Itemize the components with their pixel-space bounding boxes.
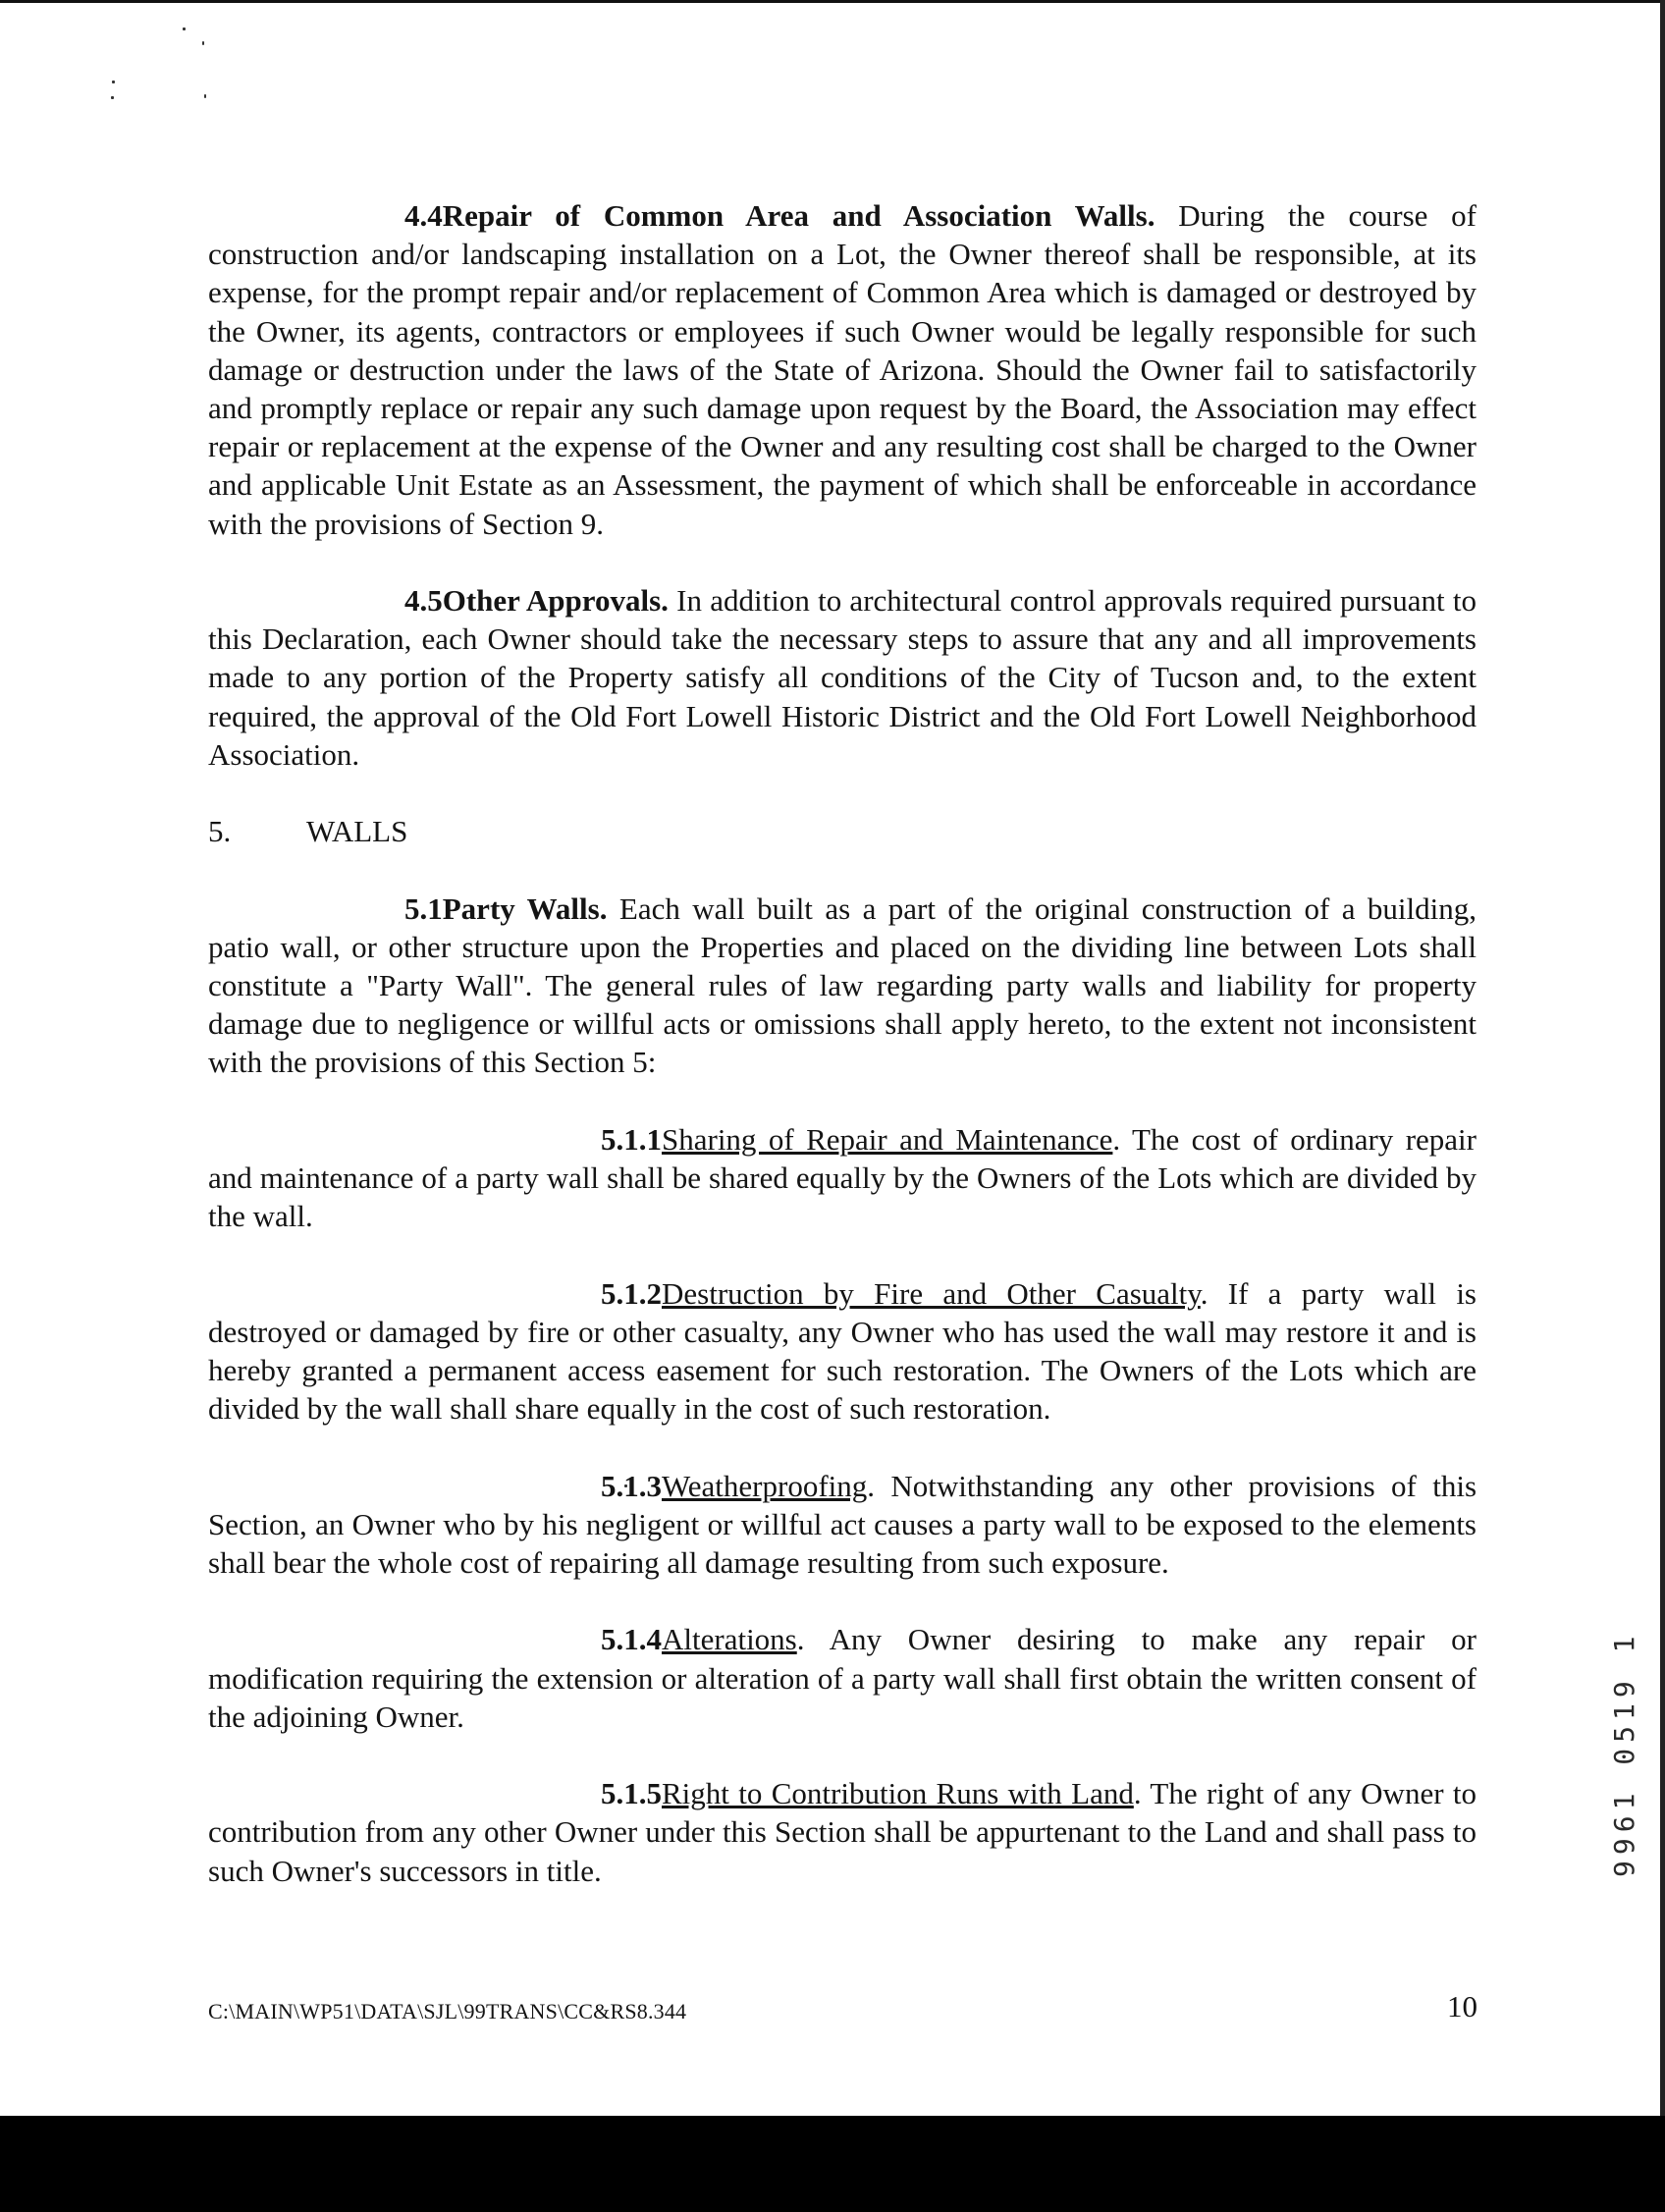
scan-speck — [111, 96, 114, 99]
document-body — [208, 196, 1477, 1928]
section-title: WALLS — [306, 814, 408, 849]
title-period: . — [796, 1622, 805, 1657]
section-number: 5.1 — [404, 890, 443, 926]
scan-speck — [202, 41, 204, 45]
section-title: Party Walls. — [442, 890, 608, 926]
section-number: 5.1.1 — [601, 1121, 662, 1157]
section-title: Repair of Common Area and Association Walls. — [442, 198, 1155, 233]
title-period: . — [1112, 1121, 1121, 1157]
section-body: Any Owner desiring to make any repair or modification requiring the extension or alteration of a party wall shall first obtain the written consent of the adjoining Owner. — [208, 1622, 1477, 1734]
section-number: 4.4 — [404, 198, 443, 233]
title-period: . — [1200, 1275, 1208, 1311]
title-period: . — [867, 1468, 875, 1503]
scan-right-edge — [1660, 0, 1665, 2212]
section-number: 5. — [208, 814, 232, 849]
title-period: . — [1133, 1776, 1142, 1811]
recording-stamp — [1602, 1553, 1640, 1877]
section-body: The cost of ordinary repair and maintenance of a party wall shall be shared equally by the Owners of the Lots which are divided by the wall. — [208, 1121, 1477, 1234]
file-path-footer: C:\MAIN\WP51\DATA\SJL\99TRANS\CC&RS8.344 — [208, 1999, 687, 2023]
section-4-4 — [208, 196, 1477, 543]
section-title: Other Approvals. — [442, 583, 669, 619]
section-number: 5.1.4 — [601, 1622, 662, 1657]
section-number: 5.1.5 — [601, 1776, 662, 1811]
section-body: If a party wall is destroyed or damaged by fire or other casualty, any Owner who has used the wall may restore it and is hereby granted a permanent access easement for such restoration. The Owners of the Lots which are divided by the wall shall share equally in the cost of such restoration. — [208, 1275, 1477, 1427]
section-title: Destruction by Fire and Other Casualty — [662, 1275, 1201, 1311]
scan-speck — [183, 27, 186, 30]
section-5-1 — [208, 890, 1477, 1082]
section-number: 5.1.3 — [601, 1468, 662, 1503]
section-number: 4.5 — [404, 583, 443, 619]
section-body: Notwithstanding any other provisions of this Section, an Owner who by his negligent or willful act causes a party wall to be exposed to the elements shall bear the whole cost of repairing all damage resulting from such exposure. — [208, 1468, 1477, 1581]
section-5-1-2 — [208, 1274, 1477, 1429]
section-5-heading — [208, 812, 1477, 850]
section-5-1-4 — [208, 1620, 1477, 1736]
section-title: Right to Contribution Runs with Land — [662, 1776, 1134, 1811]
recording-stamp-text: 9961 0519 1 — [1608, 1630, 1640, 1877]
section-body: During the course of construction and/or landscaping installation on a Lot, the Owner thereof shall be responsible, at its expense, for the prompt repair and/or replacement of Common Area which is damaged or destroyed by the Owner, its agents, contractors or employees if such Owner would be legally responsible for such damage or destruction under the laws of the State of Arizona. Should the Owner fail to satisfactorily and promptly replace or repair any such damage upon request by the Board, the Association may effect repair or replacement at the expense of the Owner and any resulting cost shall be charged to the Owner and applicable Unit Estate as an Assessment, the payment of which shall be enforceable in accordance with the provisions of Section 9. — [208, 198, 1477, 541]
section-body: The right of any Owner to contribution from any other Owner under this Section shall be appurtenant to the Land and shall pass to such Owner's successors in title. — [208, 1776, 1477, 1888]
scan-bottom-band — [0, 2116, 1665, 2212]
section-5-1-5 — [208, 1774, 1477, 1890]
scan-top-edge — [0, 0, 1665, 3]
section-4-5 — [208, 581, 1477, 774]
section-title: Weatherproofing — [662, 1468, 868, 1503]
scan-speck — [204, 94, 206, 98]
section-title: Sharing of Repair and Maintenance — [662, 1121, 1113, 1157]
section-title: Alterations — [662, 1622, 797, 1657]
section-body: Each wall built as a part of the original construction of a building, patio wall, or other structure upon the Properties and placed on the dividing line between Lots shall constitute a "Party Wall". The general rules of law regarding party walls and liability for property damage due to negligence or willful acts or omissions shall apply hereto, to the extent not inconsistent with the provisions of this Section 5: — [208, 890, 1477, 1080]
scan-speck — [112, 81, 115, 83]
section-body: In addition to architectural control approvals required pursuant to this Declaration, each Owner should take the necessary steps to assure that any and all improvements made to any portion of the Property satisfy all conditions of the City of Tucson and, to the extent required, the approval of the Old Fort Lowell Historic District and the Old Fort Lowell Neighborhood Association. — [208, 583, 1477, 772]
page-number: 10 — [1447, 1989, 1477, 2023]
section-5-1-1 — [208, 1120, 1477, 1236]
section-5-1-3 — [208, 1467, 1477, 1583]
section-number: 5.1.2 — [601, 1275, 662, 1311]
